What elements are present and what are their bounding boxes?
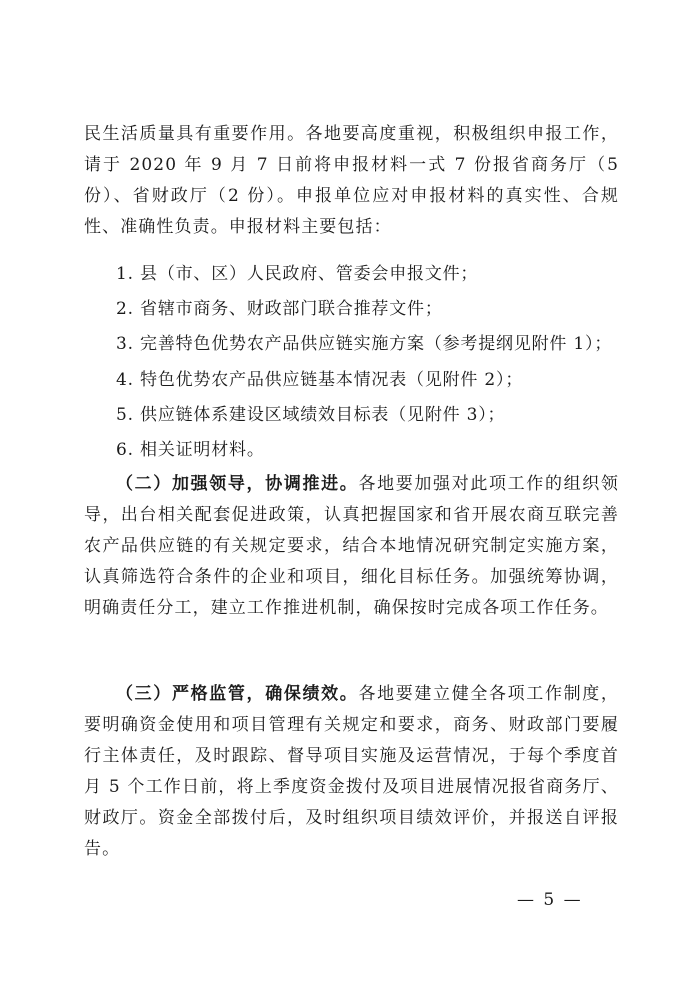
list-item: 3. 完善特色优势农产品供应链实施方案（参考提纲见附件 1）； xyxy=(116,334,613,354)
intro-paragraph: 民生活质量具有重要作用。各地要高度重视，积极组织申报工作，请于 2020 年 9 月 7 日前将申报材料一式 7 份报省商务厅（5份）、省财政厅（2 份）。申报单位应对申报材料的真实性、合规性、准确性负责。申报材料主要包括： xyxy=(84,124,619,237)
list-item: 4. 特色优势农产品供应链基本情况表（见附件 2）； xyxy=(116,370,524,390)
list-item: 5. 供应链体系建设区域绩效目标表（见附件 3）； xyxy=(116,405,506,425)
list-item: 6. 相关证明材料。 xyxy=(116,440,265,460)
section-3-body: 各地要建立健全各项工作制度，要明确资金使用和项目管理有关规定和要求，商务、财政部门要履行主体责任，及时跟踪、督导项目实施及运营情况，于每个季度首月 5 个工作日前，将上季度资金拨付及项目进展情况报省商务厅、财政厅。资金全部拨付后，及时组织项目绩效评价，并报送自评报告。 xyxy=(84,684,619,859)
section-2-paragraph xyxy=(84,469,619,624)
section-3-paragraph xyxy=(84,679,619,865)
section-3-heading: （三）严格监管，确保绩效。 xyxy=(116,684,359,704)
section-2-body: 各地要加强对此项工作的组织领导，出台相关配套促进政策，认真把握国家和省开展农商互联完善农产品供应链的有关规定要求，结合本地情况研究制定实施方案，认真筛选符合条件的企业和项目，细化目标任务。加强统筹协调，明确责任分工，建立工作推进机制，确保按时完成各项工作任务。 xyxy=(84,474,619,618)
list-item: 2. 省辖市商务、财政部门联合推荐文件； xyxy=(116,299,443,319)
list-item: 1. 县（市、区）人民政府、管委会申报文件； xyxy=(116,264,479,284)
page-number: — 5 — xyxy=(517,890,583,910)
section-2-heading: （二）加强领导，协调推进。 xyxy=(116,474,359,494)
